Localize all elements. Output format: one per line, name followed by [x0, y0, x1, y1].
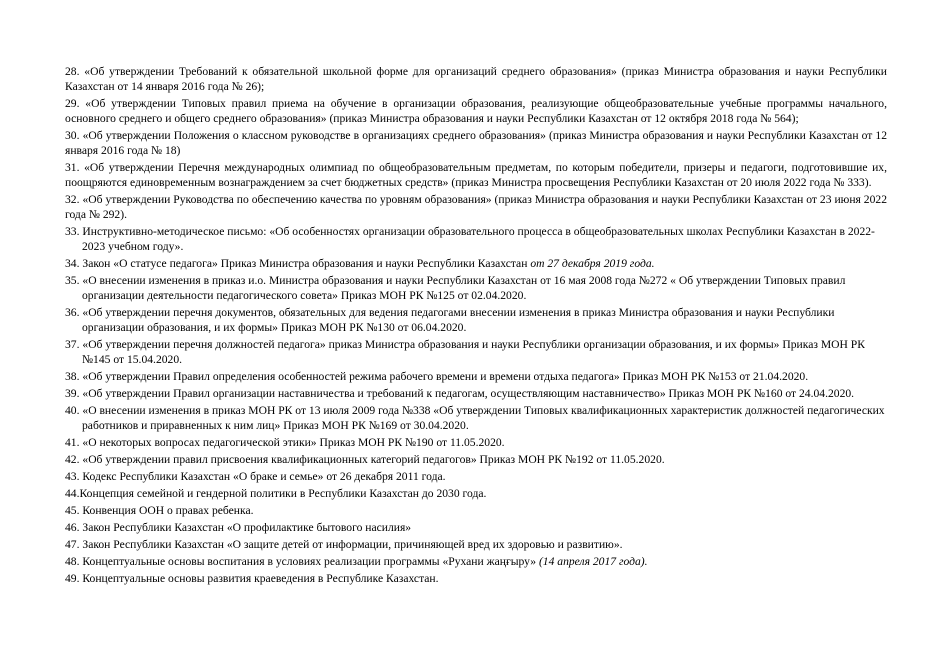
list-item-36: 36. «Об утверждении перечня документов, обязательных для ведения педагогами внесении изменения в приказ Министра образования и науки Республики организации образования, и их формы» Приказ МОН РК №130 от 06.04.2020. [65, 306, 835, 334]
list-item-40: 40. «О внесении изменения в приказ МОН РК от 13 июля 2009 года №338 «Об утверждении Типовых квалификационных характеристик должностей педагогических работников и приравненных к ним лиц» Приказ МОН РК №169 от 30.04.2020. [65, 404, 885, 432]
list-item-44: 44.Концепция семейной и гендерной политики в Республики Казахстан до 2030 года. [65, 487, 487, 500]
list-item-47: 47. Закон Республики Казахстан «О защите детей от информации, причиняющей вред их здоровью и развитию». [65, 538, 623, 551]
list-item-42: 42. «Об утверждении правил присвоения квалификационных категорий педагогов» Приказ МОН РК №192 от 11.05.2020. [65, 453, 665, 466]
list-item-30: 30. «Об утверждении Положения о классном руководстве в организациях среднего образования» (приказ Министра образования и науки Республики Казахстан от 12 января 2016 года № 18) [65, 129, 887, 157]
list-item-33: 33. Инструктивно-методическое письмо: «Об особенностях организации образовательного процесса в общеобразовательных школах Республики Казахстан в 2022-2023 учебном году». [65, 225, 875, 253]
list-item-49: 49. Концептуальные основы развития краеведения в Республике Казахстан. [65, 572, 439, 585]
list-item-43: 43. Кодекс Республики Казахстан «О браке и семье» от 26 декабря 2011 года. [65, 470, 446, 483]
list-item-35: 35. «О внесении изменения в приказ и.о. Министра образования и науки Республики Казахстан от 16 мая 2008 года №272 « Об утверждении Типовых правил организации деятельности педагогического совета» Приказ МОН РК №125 от 02.04.2020. [65, 274, 846, 302]
list-item-45: 45. Конвенция ООН о правах ребенка. [65, 504, 254, 517]
list-item-37: 37. «Об утверждении перечня должностей педагога» приказ Министра образования и науки Республики организации образования, и их формы» Приказ МОН РК №145 от 15.04.2020. [65, 338, 865, 366]
list-item-41: 41. «О некоторых вопросах педагогической этики» Приказ МОН РК №190 от 11.05.2020. [65, 436, 505, 449]
list-item-28: 28. «Об утверждении Требований к обязательной школьной форме для организаций среднего образования» (приказ Министра образования и науки Республики Казахстан от 14 января 2016 года № 26); [65, 65, 887, 93]
list-item-32: 32. «Об утверждении Руководства по обеспечению качества по уровням образования» (приказ Министра образования и науки Республики Казахстан от 23 июня 2022 года № 292). [65, 193, 887, 221]
list-item-31: 31. «Об утверждении Перечня международных олимпиад по общеобразовательным предметам, по которым победители, призеры и педагоги, подготовившие их, поощряются единовременным вознаграждением за счет бюджетных средств» (приказ Министра просвещения Республики Казахстан от 20 июля 2022 года № 333). [65, 161, 887, 189]
list-item-46: 46. Закон Республики Казахстан «О профилактике бытового насилия» [65, 521, 412, 534]
list-item-39: 39. «Об утверждении Правил организации наставничества и требований к педагогам, осуществляющим наставничество» Приказ МОН РК №160 от 24.04.2020. [65, 387, 855, 400]
document-page [65, 64, 887, 588]
list-item-29: 29. «Об утверждении Типовых правил приема на обучение в организации образования, реализующие общеобразовательные учебные программы начального, основного среднего и общего среднего образования» (приказ Министра образования и науки Республики Казахстан от 12 октября 2018 года № 564); [65, 97, 887, 125]
list-item-48: 48. Концептуальные основы воспитания в условиях реализации программы «Рухани жаңғыру» (14 апреля 2017 года). [65, 555, 648, 568]
list-item-48-date: (14 апреля 2017 года). [538, 555, 648, 568]
list-item-34-date: от 27 декабря 2019 года. [530, 257, 655, 270]
list-item-38: 38. «Об утверждении Правил определения особенностей режима рабочего времени и времени отдыха педагога» Приказ МОН РК №153 от 21.04.2020. [65, 370, 809, 383]
list-item-34: 34. Закон «О статусе педагога» Приказ Министра образования и науки Республики Казахстан от 27 декабря 2019 года. [65, 257, 655, 270]
